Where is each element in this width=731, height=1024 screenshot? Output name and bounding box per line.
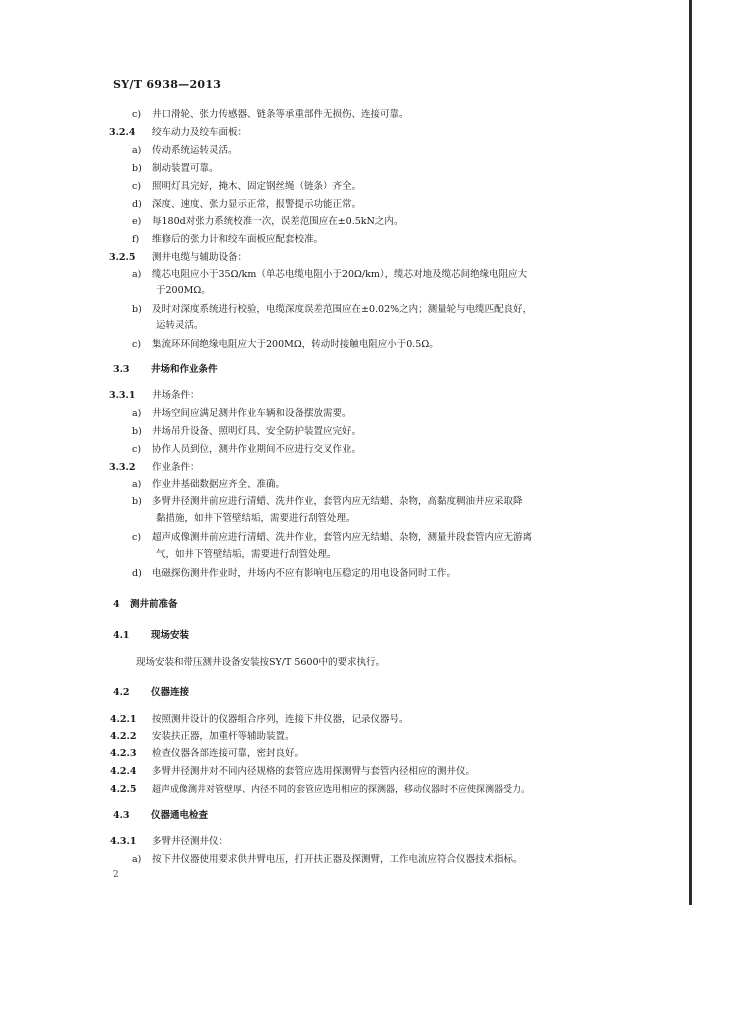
standard-number-header: SY/T 6938—2013: [113, 78, 222, 91]
section-heading: 4.3 仪器通电检查: [113, 810, 209, 821]
clause-item-continuation: 气，如井下管壁结垢，需要进行刮管处理。: [156, 549, 337, 560]
clause-item: e) 每180d对张力系统校准一次，误差范围应在±0.5kN之内。: [132, 216, 404, 227]
clause-item: a) 传动系统运转灵活。: [132, 145, 238, 156]
clause-item: c) 集流环环间绝缘电阻应大于200MΩ，转动时接触电阻应小于0.5Ω。: [132, 339, 439, 350]
clause-item-continuation: 于200MΩ。: [156, 285, 211, 296]
clause-item: c) 协作人员到位，测井作业期间不应进行交叉作业。: [132, 444, 362, 455]
clause-line: 4.2.3 检查仪器各部连接可靠，密封良好。: [110, 748, 305, 759]
chapter-heading: 4 测井前准备: [113, 599, 178, 610]
clause-item: a) 井场空间应满足测井作业车辆和设备摆放需要。: [132, 408, 352, 419]
clause-heading: 3.2.4 绞车动力及绞车面板：: [109, 127, 248, 138]
clause-item: c) 井口滑轮、张力传感器、链条等承重部件无损伤、连接可靠。: [132, 109, 409, 120]
clause-item: a) 作业井基础数据应齐全、准确。: [132, 479, 286, 490]
clause-item-continuation: 运转灵活。: [156, 320, 204, 331]
clause-item: d) 电磁探伤测井作业时，井场内不应有影响电压稳定的用电设备同时工作。: [132, 568, 457, 579]
clause-item: c) 照明灯具完好，掩木、固定钢丝绳（链条）齐全。: [132, 181, 362, 192]
clause-item: a) 按下井仪器使用要求供井臂电压，打开扶正器及探测臂，工作电流应符合仪器技术指标。: [132, 854, 523, 865]
clause-item: b) 多臂井径测井前应进行清蜡、洗井作业，套管内应无结蜡、杂物，高黏度稠油井应采取降: [132, 496, 523, 507]
clause-line: 4.2.5 超声成像测井对管壁厚、内径不同的套管应选用相应的探测器，移动仪器时不应使探测器受力。: [110, 784, 531, 795]
clause-item: b) 井场吊升设备、照明灯具、安全防护装置应完好。: [132, 426, 362, 437]
clause-heading: 4.3.1 多臂井径测井仪：: [110, 836, 229, 847]
clause-item: d) 深度、速度、张力显示正常，报警提示功能正常。: [132, 199, 362, 210]
clause-item: f) 维修后的张力计和绞车面板应配套校准。: [132, 234, 324, 245]
clause-item: b) 及时对深度系统进行校验，电缆深度误差范围应在±0.02%之内；测量轮与电缆匹配良好，: [132, 304, 533, 315]
clause-item: b) 制动装置可靠。: [132, 163, 219, 174]
section-heading: 4.2 仪器连接: [113, 687, 190, 698]
clause-line: 4.2.1 按照测井设计的仪器组合序列，连接下井仪器，记录仪器号。: [110, 714, 409, 725]
clause-heading: 3.3.2 作业条件：: [109, 462, 200, 473]
section-heading: 4.1 现场安装: [113, 630, 190, 641]
clause-item: a) 缆芯电阻应小于35Ω/km（单芯电缆电阻小于20Ω/km），缆芯对地及缆芯间绝缘电阻应大: [132, 269, 528, 280]
clause-heading: 3.2.5 测井电缆与辅助设备：: [109, 252, 248, 263]
paragraph: 现场安装和带压测井设备安装按SY/T 5600中的要求执行。: [136, 657, 386, 668]
clause-line: 4.2.2 安装扶正器，加重杆等辅助装置。: [110, 731, 295, 742]
clause-item: c) 超声成像测井前应进行清蜡、洗井作业，套管内应无结蜡、杂物，测量井段套管内应无游离: [132, 532, 533, 543]
clause-item-continuation: 黏措施，如井下管壁结垢，需要进行刮管处理。: [156, 513, 356, 524]
clause-line: 4.2.4 多臂井径测井对不同内径规格的套管应选用探测臂与套管内径相应的测井仪。: [110, 766, 476, 777]
section-heading: 3.3 井场和作业条件: [113, 364, 218, 375]
page-number: 2: [113, 870, 119, 880]
clause-heading: 3.3.1 井场条件：: [109, 390, 200, 401]
